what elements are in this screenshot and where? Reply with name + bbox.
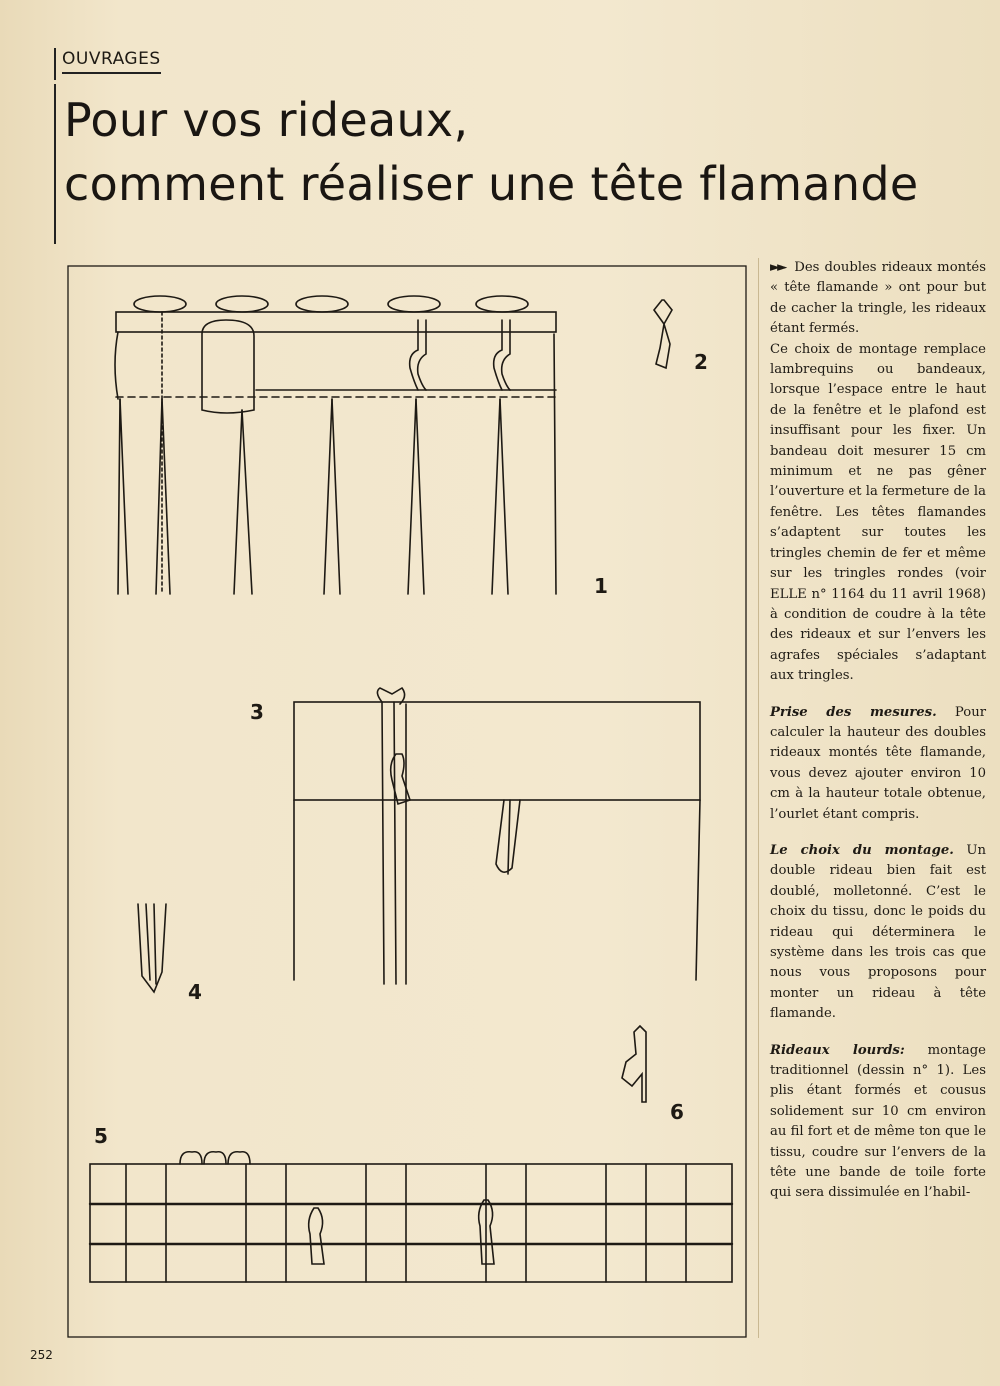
pleat-line-1 bbox=[382, 702, 384, 984]
fold-1a bbox=[118, 399, 120, 594]
drawing-4-triple-pleat bbox=[138, 904, 166, 992]
page-number: 252 bbox=[30, 1348, 53, 1362]
fold-3a bbox=[234, 410, 242, 594]
fold-4a bbox=[324, 399, 332, 594]
fold-6a bbox=[492, 399, 500, 594]
fold-1b bbox=[120, 399, 128, 594]
pleat-top-3 bbox=[296, 296, 348, 312]
fold-7 bbox=[554, 334, 556, 594]
pleat-4-outline bbox=[138, 904, 166, 992]
fold-5b bbox=[416, 399, 424, 594]
pleat-cutaway bbox=[202, 320, 254, 413]
fold-5a bbox=[408, 399, 416, 594]
section-rubric: OUVRAGES bbox=[62, 48, 161, 74]
title-rule bbox=[54, 84, 56, 244]
figure-label-3: 3 bbox=[250, 700, 264, 724]
hook-3a bbox=[391, 754, 410, 804]
section-measurements bbox=[770, 703, 986, 825]
drawing-3-heading-tape bbox=[294, 688, 700, 984]
paragraph-1: Ce choix de montage remplace lambrequins ou bandeaux, lorsque l’espace entre le haut de la fenêtre et le plafond est insuffisant pour les fixer. Un bandeau doit mesurer 15 cm minimum et ne pas gêner l’ouverture et la fermeture de la fenêtre. Les têtes flamandes s’adaptent sur toutes les tringles chemin de fer et même sur les tringles rondes (voir ELLE n° 1164 du 11 avril 1968) à condition de coudre à la tête des rideaux et sur l’envers les agrafes spéciales s’adaptant aux tringles. bbox=[770, 341, 986, 684]
strip-pleat-2 bbox=[204, 1152, 226, 1164]
pleat-top-4 bbox=[388, 296, 440, 312]
section-measurements-text: Pour calculer la hauteur des doubles rideaux montés tête flamande, vous devez ajouter environ 10 cm à la hauteur totale obtenue, l’ourlet étant compris. bbox=[770, 704, 986, 822]
fold-3b bbox=[242, 410, 252, 594]
fold-4b bbox=[332, 399, 340, 594]
hook-c bbox=[494, 320, 502, 390]
section-measurements-title: Prise des mesures. bbox=[770, 704, 937, 720]
figure-label-1: 1 bbox=[594, 574, 608, 598]
hook-6-shape bbox=[622, 1026, 646, 1102]
figure-label-6: 6 bbox=[670, 1100, 684, 1124]
section-mounting-text: Un double rideau bien fait est doublé, molletonné. C’est le choix du tissu, donc le poids du rideau qui déterminera le système dans les trois cas que nous vous proposons pour monter un rideau à tête flamande. bbox=[770, 842, 986, 1022]
article-column bbox=[770, 258, 986, 1220]
hook-3c bbox=[508, 800, 510, 874]
pleat-top-1 bbox=[134, 296, 186, 312]
strip-hook-1 bbox=[309, 1208, 324, 1264]
tape-band bbox=[294, 702, 700, 800]
tape-strip-outline bbox=[90, 1164, 732, 1282]
figure-label-2: 2 bbox=[694, 350, 708, 374]
section-heavy-title: Rideaux lourds: bbox=[770, 1042, 905, 1058]
section-mounting-choice bbox=[770, 841, 986, 1025]
pleat-top-5 bbox=[476, 296, 528, 312]
pleat-4-line-2 bbox=[154, 904, 156, 984]
sewing-diagrams bbox=[66, 264, 748, 1339]
rubric-rule bbox=[54, 48, 56, 80]
title-line-1: Pour vos rideaux, bbox=[64, 93, 469, 147]
pleat-top-2 bbox=[216, 296, 268, 312]
section-mounting-title: Le choix du montage. bbox=[770, 842, 954, 858]
intro-text: Des doubles rideaux montés « tête flamande » ont pour but de cacher la tringle, les rideaux étant fermés. bbox=[770, 260, 986, 337]
heading-band-top bbox=[116, 312, 556, 332]
pleat-4-line-1 bbox=[146, 904, 150, 980]
figure-label-5: 5 bbox=[94, 1124, 108, 1148]
figure-label-4: 4 bbox=[188, 980, 202, 1004]
intro-paragraph bbox=[770, 258, 986, 340]
column-divider bbox=[758, 258, 759, 1338]
illustration-panel bbox=[66, 264, 748, 1339]
drawing-6-hook bbox=[622, 1026, 646, 1102]
fold-2a bbox=[156, 399, 162, 594]
drawing-5-tape-strip bbox=[90, 1152, 732, 1282]
curtain-right-edge bbox=[696, 800, 700, 980]
title-line-2: comment réaliser une tête flamande bbox=[64, 157, 919, 211]
article-title bbox=[64, 88, 918, 216]
strip-pleat-3 bbox=[228, 1152, 250, 1164]
double-arrow-icon: ►► bbox=[770, 260, 785, 275]
section-heavy-text: montage traditionnel (dessin n° 1). Les plis étant formés et cousus solidement sur 10 cm environ au fil fort et de même ton que le tissu, coudre sur l’envers de la tête une bande de toile forte qui sera dissimulée en l’habil- bbox=[770, 1042, 986, 1201]
section-heavy-curtains bbox=[770, 1041, 986, 1204]
drawing-2-hook bbox=[654, 300, 672, 368]
fold-6b bbox=[500, 399, 508, 594]
edge-fold bbox=[115, 332, 118, 399]
strip-pleat-1 bbox=[180, 1152, 202, 1164]
hook-d bbox=[502, 320, 510, 390]
hook-b bbox=[418, 320, 426, 390]
hook-shape bbox=[654, 300, 672, 368]
pleat-line-2 bbox=[394, 702, 396, 984]
drawing-1-pleated-heading bbox=[115, 296, 556, 594]
hook-a bbox=[410, 320, 418, 390]
fold-2b bbox=[162, 399, 170, 594]
